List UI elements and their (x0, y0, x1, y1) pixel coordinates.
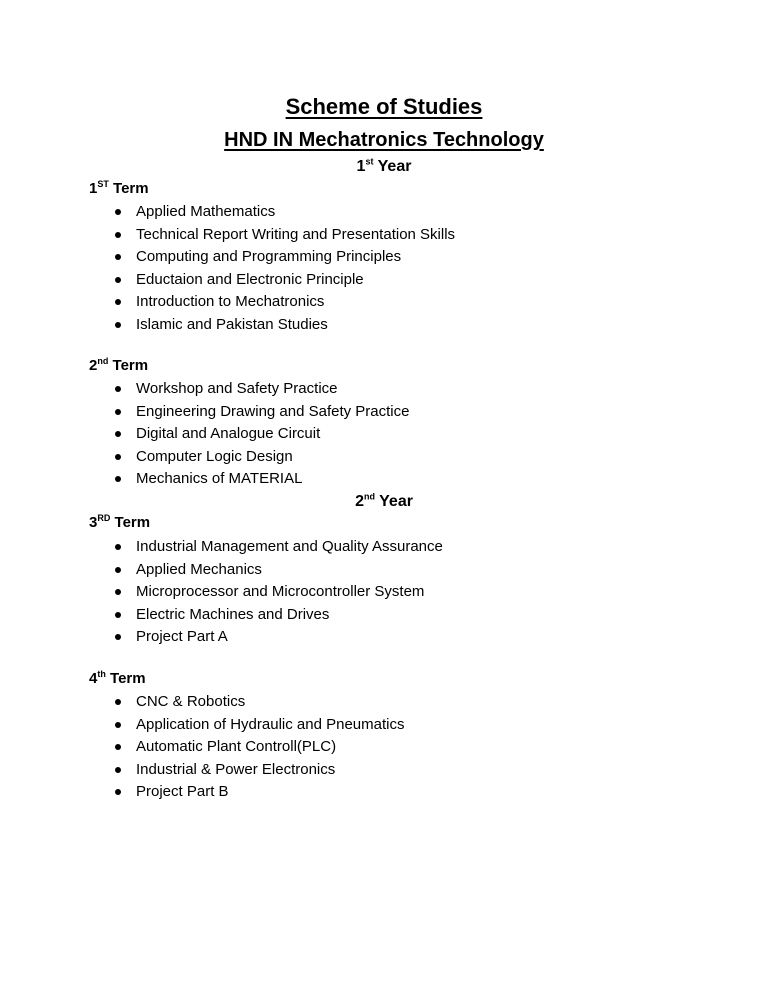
year-heading-1: 1st Year (356, 156, 412, 175)
term-2-subject-list (136, 378, 410, 491)
bullet-icon (115, 612, 121, 618)
term-heading-3: 3RD Term (89, 513, 151, 531)
subject-item: Computer Logic Design (136, 446, 410, 469)
bullet-icon (115, 589, 121, 595)
bullet-icon (115, 567, 121, 573)
subject-item: Application of Hydraulic and Pneumatics (136, 714, 404, 737)
bullet-icon (115, 299, 121, 305)
bullet-icon (115, 744, 121, 750)
subject-item: Microprocessor and Microcontroller System (136, 581, 443, 604)
document-subtitle: HND IN Mechatronics Technology (224, 129, 544, 151)
year-heading-2: 2nd Year (355, 491, 413, 510)
subject-item: Mechanics of MATERIAL (136, 468, 410, 491)
bullet-icon (115, 322, 121, 328)
subject-item: Automatic Plant Controll(PLC) (136, 736, 404, 759)
subject-item: Project Part A (136, 626, 443, 649)
bullet-icon (115, 699, 121, 705)
bullet-icon (115, 277, 121, 283)
subject-item: Engineering Drawing and Safety Practice (136, 401, 410, 424)
bullet-icon (115, 454, 121, 460)
subject-item: Islamic and Pakistan Studies (136, 314, 455, 337)
bullet-icon (115, 431, 121, 437)
subject-item: CNC & Robotics (136, 691, 404, 714)
subject-item: Industrial Management and Quality Assurance (136, 536, 443, 559)
bullet-icon (115, 767, 121, 773)
subject-item: Technical Report Writing and Presentation Skills (136, 224, 455, 247)
term-1-subject-list (136, 201, 455, 336)
bullet-icon (115, 209, 121, 215)
subject-item: Project Part B (136, 781, 404, 804)
bullet-icon (115, 476, 121, 482)
bullet-icon (115, 544, 121, 550)
subject-item: Workshop and Safety Practice (136, 378, 410, 401)
term-4-subject-list (136, 691, 404, 804)
subject-item: Industrial & Power Electronics (136, 759, 404, 782)
bullet-icon (115, 254, 121, 260)
bullet-icon (115, 634, 121, 640)
subject-item: Digital and Analogue Circuit (136, 423, 410, 446)
subject-item: Computing and Programming Principles (136, 246, 455, 269)
term-heading-4: 4th Term (89, 669, 146, 687)
bullet-icon (115, 722, 121, 728)
term-3-subject-list (136, 536, 443, 649)
subject-item: Applied Mathematics (136, 201, 455, 224)
bullet-icon (115, 789, 121, 795)
bullet-icon (115, 386, 121, 392)
bullet-icon (115, 232, 121, 238)
term-heading-1: 1ST Term (89, 179, 149, 197)
subject-item: Eductaion and Electronic Principle (136, 269, 455, 292)
subject-item: Introduction to Mechatronics (136, 291, 455, 314)
term-heading-2: 2nd Term (89, 356, 149, 374)
subject-item: Applied Mechanics (136, 559, 443, 582)
document-title: Scheme of Studies (285, 94, 483, 119)
bullet-icon (115, 409, 121, 415)
subject-item: Electric Machines and Drives (136, 604, 443, 627)
